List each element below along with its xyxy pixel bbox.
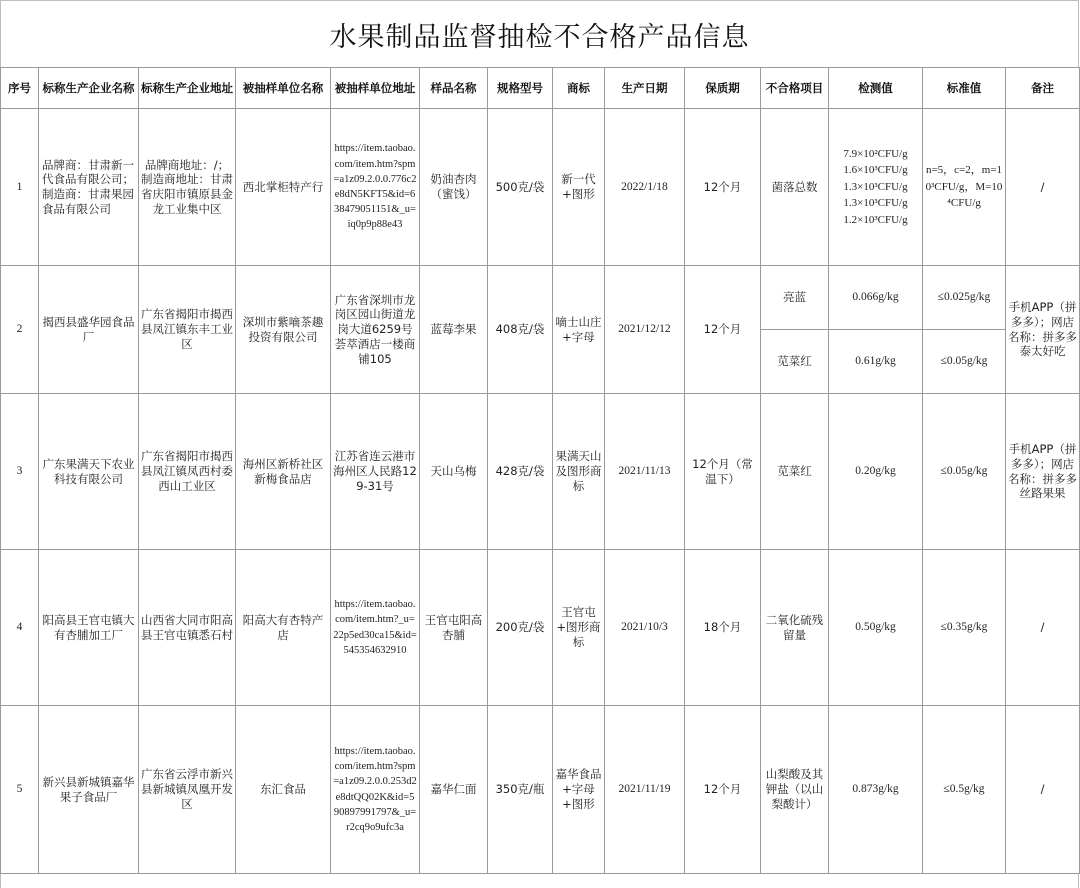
cell-sampled-address[interactable]: https://item.taobao.com/item.htm?spm=a1z09.2.0.0.776c2e8dN5KFT5&id=638479051151&_u=iq0p9p88e43 xyxy=(331,109,420,266)
cell-company-address[interactable]: 广东省揭阳市揭西县凤江镇凤西村委西山工业区 xyxy=(139,394,236,550)
header-production-date[interactable]: 生产日期 xyxy=(605,68,685,109)
cell-shelf-life[interactable]: 12个月 xyxy=(685,266,761,394)
test-value-line: 7.9×10²CFU/g xyxy=(843,147,908,160)
cell-company-address[interactable]: 广东省云浮市新兴县新城镇凤凰开发区 xyxy=(139,706,236,874)
cell-sample-name[interactable]: 王官屯阳高杏脯 xyxy=(420,550,488,706)
header-sampled-address[interactable]: 被抽样单位地址 xyxy=(331,68,420,109)
cell-brand[interactable]: 嘉华食品+字母+图形 xyxy=(553,706,605,874)
cell-company-address[interactable]: 广东省揭阳市揭西县凤江镇东丰工业区 xyxy=(139,266,236,394)
cell-spec[interactable]: 408克/袋 xyxy=(488,266,553,394)
cell-company-address[interactable]: 山西省大同市阳高县王官屯镇悉石村 xyxy=(139,550,236,706)
cell-brand[interactable]: 嘀士山庄+字母 xyxy=(553,266,605,394)
cell-failed-item[interactable]: 亮蓝 xyxy=(761,266,829,330)
cell-sampled-address[interactable]: 广东省深圳市龙岗区园山街道龙岗大道6259号荟萃酒店一楼商铺105 xyxy=(331,266,420,394)
cell-remark[interactable]: 手机APP（拼多多）；网店名称：拼多多 泰太好吃 xyxy=(1006,266,1080,394)
header-brand[interactable]: 商标 xyxy=(553,68,605,109)
cell-sampled-address[interactable]: 江苏省连云港市海州区人民路129-31号 xyxy=(331,394,420,550)
cell-test-value[interactable]: 0.61g/kg xyxy=(829,330,923,394)
cell-failed-item[interactable]: 山梨酸及其钾盐（以山梨酸计） xyxy=(761,706,829,874)
cell-test-value[interactable]: 0.20g/kg xyxy=(829,394,923,550)
cell-no[interactable]: 4 xyxy=(1,550,39,706)
cell-sample-name[interactable]: 蓝莓李果 xyxy=(420,266,488,394)
test-value-line: 1.3×10³CFU/g xyxy=(843,197,908,210)
header-failed-item[interactable]: 不合格项目 xyxy=(761,68,829,109)
cell-sample-name[interactable]: 奶油杏肉（蜜饯） xyxy=(420,109,488,266)
cell-production-date[interactable]: 2021/11/19 xyxy=(605,706,685,874)
cell-standard[interactable]: ≤0.35g/kg xyxy=(923,550,1006,706)
cell-failed-item[interactable]: 二氧化硫残留量 xyxy=(761,550,829,706)
cell-company[interactable]: 阳高县王官屯镇大有杏脯加工厂 xyxy=(39,550,139,706)
test-value-line: 1.6×10³CFU/g xyxy=(843,164,908,177)
title-cell[interactable] xyxy=(0,0,1079,68)
cell-no[interactable]: 1 xyxy=(1,109,39,266)
cell-sample-name[interactable]: 天山乌梅 xyxy=(420,394,488,550)
cell-remark[interactable]: / xyxy=(1006,550,1080,706)
cell-production-date[interactable]: 2021/12/12 xyxy=(605,266,685,394)
cell-sampled-unit[interactable]: 深圳市紫嘀茶趣投资有限公司 xyxy=(236,266,331,394)
header-company[interactable]: 标称生产企业名称 xyxy=(39,68,139,109)
cell-brand[interactable]: 新一代+图形 xyxy=(553,109,605,266)
cell-remark[interactable]: / xyxy=(1006,109,1080,266)
header-spec[interactable]: 规格型号 xyxy=(488,68,553,109)
cell-sampled-unit[interactable]: 西北掌柜特产行 xyxy=(236,109,331,266)
cell-sample-name[interactable]: 嘉华仁面 xyxy=(420,706,488,874)
cell-spec[interactable]: 500克/袋 xyxy=(488,109,553,266)
cell-company[interactable]: 广东果满天下农业科技有限公司 xyxy=(39,394,139,550)
cell-no[interactable]: 3 xyxy=(1,394,39,550)
header-standard[interactable]: 标准值 xyxy=(923,68,1006,109)
cell-sampled-address[interactable]: https://item.taobao.com/item.htm?spm=a1z09.2.0.0.253d2e8dtQQ02K&id=590897991797&_u=r2cq9o9ufc3a xyxy=(331,706,420,874)
cell-standard[interactable]: ≤0.05g/kg xyxy=(923,330,1006,394)
cell-spec[interactable]: 428克/袋 xyxy=(488,394,553,550)
cell-brand[interactable]: 王官屯+图形商标 xyxy=(553,550,605,706)
cell-failed-item[interactable]: 菌落总数 xyxy=(761,109,829,266)
cell-shelf-life[interactable]: 12个月 xyxy=(685,109,761,266)
cell-remark[interactable]: 手机APP（拼多多）；网店名称：拼多多丝路果果 xyxy=(1006,394,1080,550)
table-row xyxy=(1,706,1080,874)
header-sampled-unit[interactable]: 被抽样单位名称 xyxy=(236,68,331,109)
table-row xyxy=(1,266,1080,330)
cell-standard[interactable]: ≤0.05g/kg xyxy=(923,394,1006,550)
cell-sampled-address[interactable]: https://item.taobao.com/item.htm?_u=22p5ed30ca15&id=545354632910 xyxy=(331,550,420,706)
cell-standard[interactable]: ≤0.025g/kg xyxy=(923,266,1006,330)
cell-failed-item[interactable]: 苋菜红 xyxy=(761,330,829,394)
header-remark[interactable]: 备注 xyxy=(1006,68,1080,109)
table-row xyxy=(1,109,1080,266)
cell-standard[interactable]: ≤0.5g/kg xyxy=(923,706,1006,874)
cell-failed-item[interactable]: 苋菜红 xyxy=(761,394,829,550)
cell-company[interactable]: 揭西县盛华园食品厂 xyxy=(39,266,139,394)
cell-standard[interactable]: n=5，c=2，m=10³CFU/g，M=10⁴CFU/g xyxy=(923,109,1006,266)
cell-remark[interactable]: / xyxy=(1006,706,1080,874)
cell-shelf-life[interactable]: 12个月 xyxy=(685,706,761,874)
cell-spec[interactable]: 350克/瓶 xyxy=(488,706,553,874)
cell-sampled-unit[interactable]: 海州区新桥社区新梅食品店 xyxy=(236,394,331,550)
cell-test-value[interactable] xyxy=(829,109,923,266)
header-shelf-life[interactable]: 保质期 xyxy=(685,68,761,109)
cell-sampled-unit[interactable]: 阳高大有杏特产店 xyxy=(236,550,331,706)
header-test-value[interactable]: 检测值 xyxy=(829,68,923,109)
test-value-line: 1.2×10³CFU/g xyxy=(843,213,908,226)
inspection-table xyxy=(0,67,1080,874)
cell-shelf-life[interactable]: 12个月（常温下） xyxy=(685,394,761,550)
header-company-address[interactable]: 标称生产企业地址 xyxy=(139,68,236,109)
cell-brand[interactable]: 果满天山及图形商标 xyxy=(553,394,605,550)
cell-test-value[interactable]: 0.873g/kg xyxy=(829,706,923,874)
cell-production-date[interactable]: 2021/10/3 xyxy=(605,550,685,706)
cell-company[interactable]: 品牌商：甘肃新一代食品有限公司；制造商：甘肃果园食品有限公司 xyxy=(39,109,139,266)
header-sample-name[interactable]: 样品名称 xyxy=(420,68,488,109)
next-row-stub xyxy=(0,874,1079,888)
header-row xyxy=(1,68,1080,109)
table-row xyxy=(1,550,1080,706)
cell-no[interactable]: 2 xyxy=(1,266,39,394)
header-no[interactable]: 序号 xyxy=(1,68,39,109)
page-title: 水果制品监督抽检不合格产品信息 xyxy=(329,21,750,53)
cell-sampled-unit[interactable]: 东汇食品 xyxy=(236,706,331,874)
cell-test-value[interactable]: 0.50g/kg xyxy=(829,550,923,706)
cell-test-value[interactable]: 0.066g/kg xyxy=(829,266,923,330)
cell-company[interactable]: 新兴县新城镇嘉华果子食品厂 xyxy=(39,706,139,874)
cell-shelf-life[interactable]: 18个月 xyxy=(685,550,761,706)
cell-spec[interactable]: 200克/袋 xyxy=(488,550,553,706)
cell-production-date[interactable]: 2021/11/13 xyxy=(605,394,685,550)
cell-no[interactable]: 5 xyxy=(1,706,39,874)
test-value-line: 1.3×10³CFU/g xyxy=(843,180,908,193)
cell-production-date[interactable]: 2022/1/18 xyxy=(605,109,685,266)
table-row xyxy=(1,394,1080,550)
cell-company-address[interactable]: 品牌商地址：/；制造商地址：甘肃省庆阳市镇原县金龙工业集中区 xyxy=(139,109,236,266)
